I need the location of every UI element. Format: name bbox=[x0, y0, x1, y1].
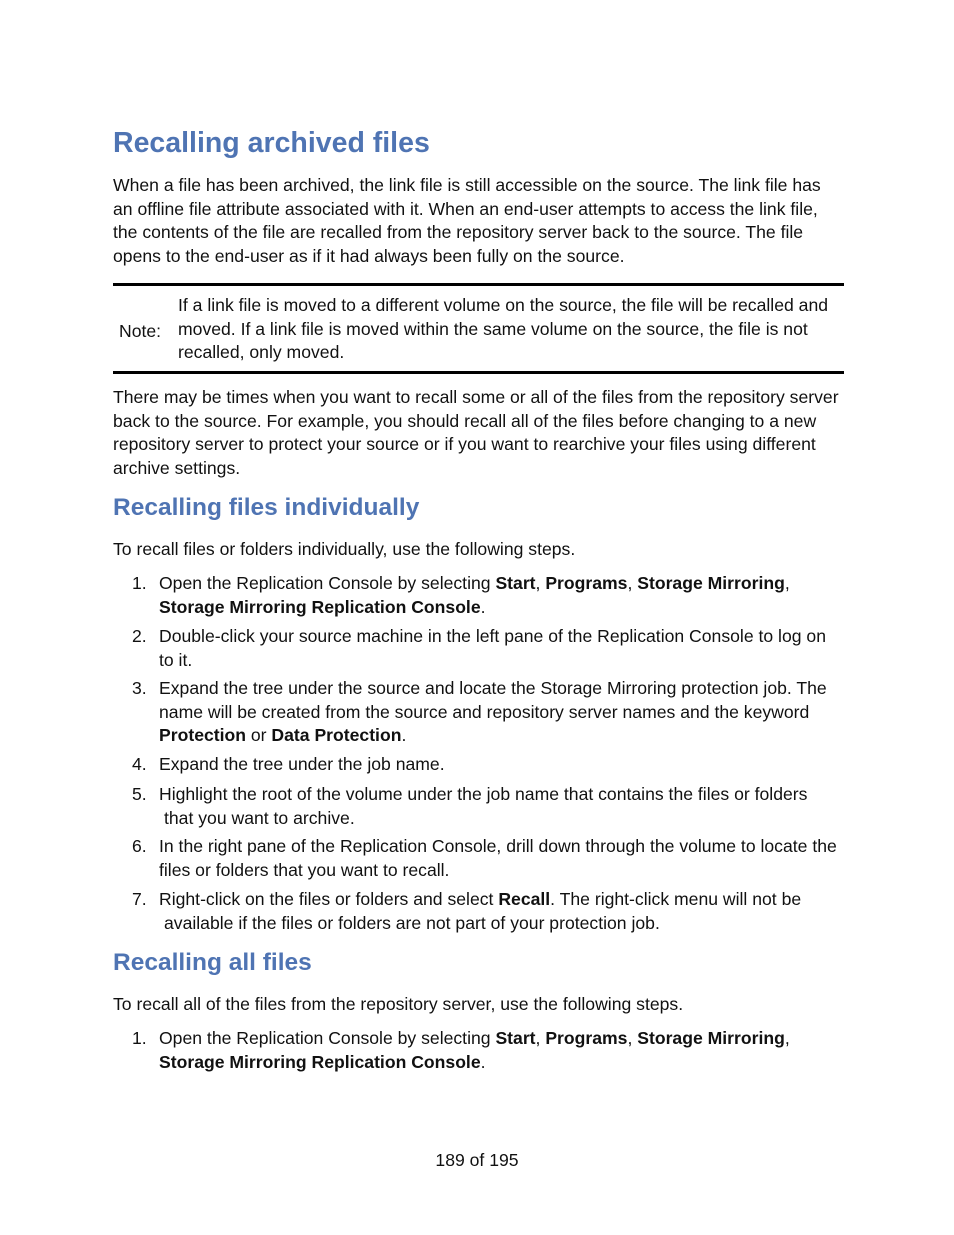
section-intro-all: To recall all of the files from the repository server, use the following steps. bbox=[113, 994, 684, 1014]
note-text: If a link file is moved to a different volume on the source, the file will be recalled and moved. If a link file is moved within the same volume on the source, the file is not recalled, only moved. bbox=[178, 295, 829, 362]
section-heading-all: Recalling all files bbox=[113, 949, 312, 976]
page-title: Recalling archived files bbox=[113, 127, 430, 159]
recall-paragraph: There may be times when you want to recall some or all of the files from the repository server back to the source. For example, you should recall all of the files before changing to a new repository server to protect your source or if you want to rearchive your files using different archive settings. bbox=[113, 387, 839, 478]
intro-paragraph: When a file has been archived, the link file is still accessible on the source. The link file has an offline file attribute associated with it. When an end-user attempts to access the link file, the contents of the file are recalled from the repository server back to the source. The file opens to the end-user as if it had always been fully on the source. bbox=[113, 175, 821, 266]
section-heading-individual: Recalling files individually bbox=[113, 494, 420, 521]
note-label: Note: bbox=[119, 321, 162, 341]
note-box bbox=[113, 283, 844, 374]
page-number: 189 of 195 bbox=[435, 1150, 519, 1170]
section-intro-individual: To recall files or folders individually, use the following steps. bbox=[113, 539, 576, 559]
